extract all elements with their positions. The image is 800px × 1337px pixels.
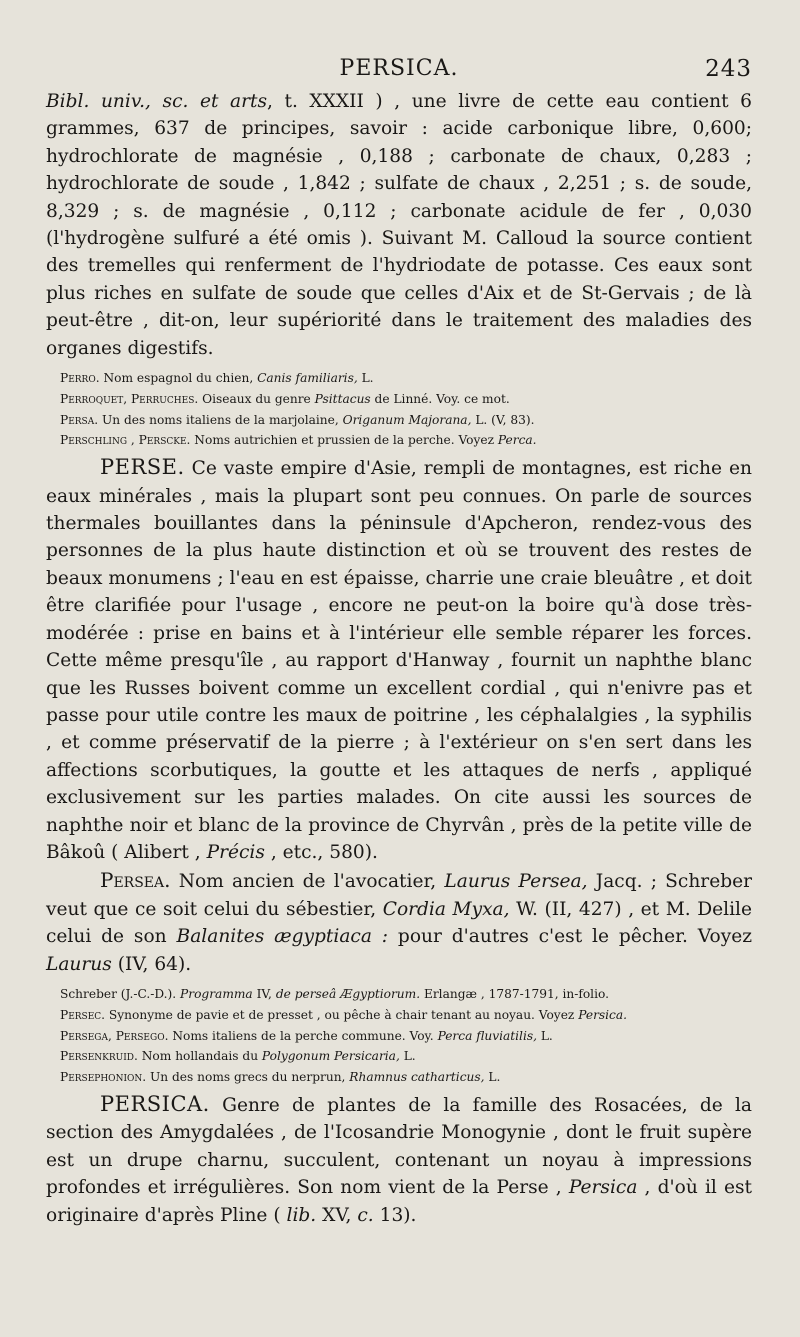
entry-head: Persephonion. [60,1070,147,1085]
entry-perse: PERSE. Ce vaste empire d'Asie, rempli de montagnes, est riche en eaux minérales , mais la plupart sont peu connues. On parle de sources thermales bouillantes dans la péninsule d'Apcheron, rendez-vous des personnes de la plus haute distinction et où se trouvent des restes de beaux monumens ; l'eau en est épaisse, charrie une craie bleuâtre , et doit être clarifiée pour l'usage , encore ne peut-on la boire qu'à dose très-modérée : prise en bains et à l'intérieur elle semble réparer les forces. Cette même presqu'île , au rapport d'Hanway , fournit un naphthe blanc que les Russes boivent comme un excellent cordial , qui n'enivre pas et passe pour utile contre les maux de poitrine , les céphalalgies , la syphilis , et comme préservatif de la pierre ; à l'extérieur on s'en sert dans les affections scorbutiques, la goutte et les attaques de nerfs , appliqué exclusivement sur les parties malades. On cite aussi les sources de naphthe noir et blanc de la province de Chyrvân , près de la petite ville de Bâkoû ( Alibert , Précis , etc., 580). [46,455,752,863]
entry-head: Perro. [60,371,100,386]
entry-persica: PERSICA. Genre de plantes de la famille des Rosacées, de la section des Amygdalées , de l'Icosandrie Monogynie , dont le fruit supère est un drupe charnu, succulent, contenant un noyau à impressions profondes et irrégulières. Son nom vient de la Perse , Persica , d'où il est originaire d'après Pline ( lib. XV, c. 13). [46,1091,752,1226]
entry-persephonion: Persephonion. Un des noms grecs du nerprun, Rhamnus catharticus, L. [60,1070,501,1085]
entry-head: Perroquet, Perruches. [60,391,199,406]
entry-perschling: Perschling , Perscke. Noms autrichien et prussien de la perche. Voyez Perca. [60,433,537,448]
entry-head: PERSE. [100,455,185,480]
paragraph-continuation: Bibl. univ., sc. et arts, t. XXXII ) , une livre de cette eau contient 6 grammes, 637 de principes, savoir : acide carbonique libre, 0,600; hydrochlorate de magnésie , 0,188 ; carbonate de chaux, 0,283 ; hydrochlorate de soude , 1,842 ; sulfate de chaux , 2,251 ; s. de soude, 8,329 ; s. de magnésie , 0,112 ; carbonate acidule de fer , 0,030 (l'hydrogène sulfuré a été omis ). Suivant M. Calloud la source contient des tremelles qui renferment de l'hydriodate de potasse. Ces eaux sont plus riches en sulfate de soude que celles d'Aix et de St-Gervais ; de là peut-être , dit-on, leur supériorité dans le traitement des maladies des organes digestifs. [46,91,752,359]
entry-persec: Persec. Synonyme de pavie et de presset , ou pêche à chair tenant au noyau. Voyez Persica. [60,1007,628,1022]
entry-persea: Persea. Nom ancien de l'avocatier, Laurus Persea, Jacq. ; Schreber veut que ce soit celui du sébestier, Cordia Myxa, W. (II, 427) , et M. Delile celui de son Balanites ægyptiaca : pour d'autres c'est le pêcher. Voyez Laurus (IV, 64). [46,868,753,975]
entry-head: Perschling , Perscke. [60,433,191,448]
entry-persega: Persega, Persego. Noms italiens de la perche commune. Voy. Perca fluviatilis, L. [60,1028,553,1043]
entry-schreber: Schreber (J.-C.-D.). Programma IV, de perseâ Ægyptiorum. Erlangæ , 1787-1791, in-folio. [60,986,609,1001]
entry-perroquet: Perroquet, Perruches. Oiseaux du genre Psittacus de Linné. Voy. ce mot. [60,391,510,406]
entry-head: Persa. [60,412,99,427]
entry-persenkruid: Persenkruid. Nom hollandais du Polygonum Persicaria, L. [60,1049,416,1064]
running-title: PERSICA. [339,56,459,81]
entry-head: Persea. [100,868,171,893]
entry-head: PERSICA. [100,1091,210,1116]
citation-title: Bibl. univ., sc. et arts [46,91,267,112]
entry-head: Persega, Persego. [60,1028,169,1043]
running-head [46,56,752,88]
entry-persa: Persa. Un des noms italiens de la marjolaine, Origanum Majorana, L. (V, 83). [60,412,535,427]
entry-perro: Perro. Nom espagnol du chien, Canis familiaris, L. [60,371,374,386]
entry-head: Persenkruid. [60,1049,138,1064]
text-body [46,88,752,1229]
entry-head: Schreber (J.-C.-D.). [60,986,177,1001]
page-number: 243 [705,56,752,82]
entry-head: Persec. [60,1007,106,1022]
